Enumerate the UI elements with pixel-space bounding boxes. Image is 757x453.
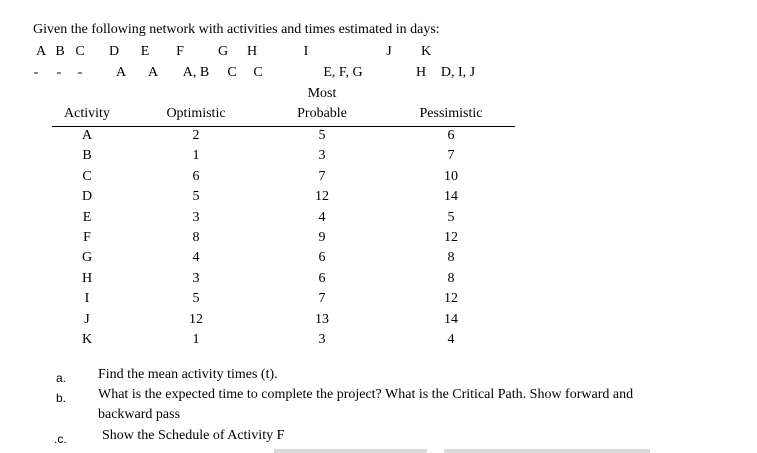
- table-cell-pessimistic: 14: [444, 311, 458, 327]
- table-cell-activity: J: [84, 311, 90, 327]
- table-cell-pessimistic: 5: [447, 209, 455, 225]
- network-activity-label: H: [246, 44, 258, 59]
- table-cell-most: 4: [318, 209, 326, 225]
- table-cell-pessimistic: 8: [447, 250, 455, 266]
- table-cell-optimistic: 1: [192, 332, 200, 347]
- network-predecessor-label: A: [115, 65, 127, 80]
- table-cell-activity: C: [82, 168, 92, 184]
- table-cell-pessimistic: 12: [444, 291, 458, 307]
- table-header-rule: [52, 126, 515, 127]
- table-cell-optimistic: 8: [192, 230, 200, 245]
- network-predecessor-label: H: [415, 65, 427, 80]
- table-cell-most: 9: [318, 230, 326, 245]
- question-b-text: What is the expected time to complete the project? What is the Critical Path. Show forward and: [98, 387, 634, 402]
- table-cell-optimistic: 5: [192, 189, 200, 205]
- table-cell-most: 13: [315, 311, 329, 327]
- table-cell-most: 7: [318, 168, 326, 184]
- table-cell-optimistic: 2: [192, 128, 200, 143]
- question-a-text: Find the mean activity times (t).: [98, 367, 278, 382]
- cut-off-bar-right: [444, 449, 650, 453]
- table-cell-optimistic: 4: [192, 250, 200, 266]
- header-optimistic: Optimistic: [166, 106, 226, 121]
- header-most-line1: Most: [307, 86, 337, 101]
- header-pessimistic: Pessimistic: [419, 106, 483, 121]
- network-predecessor-label: A: [147, 65, 159, 80]
- network-predecessor-label: A, B: [182, 65, 210, 80]
- network-predecessor-label: -: [56, 65, 62, 80]
- table-cell-most: 3: [318, 148, 326, 164]
- table-cell-most: 3: [318, 332, 326, 347]
- table-cell-optimistic: 12: [189, 311, 203, 327]
- table-cell-most: 12: [315, 189, 329, 205]
- network-predecessor-label: -: [77, 65, 83, 80]
- network-activity-label: J: [386, 44, 392, 59]
- table-cell-pessimistic: 10: [444, 168, 458, 184]
- question-a-label: a.: [56, 371, 67, 385]
- table-cell-activity: I: [84, 291, 90, 307]
- table-cell-pessimistic: 4: [447, 332, 455, 347]
- table-cell-pessimistic: 7: [447, 148, 455, 164]
- table-cell-activity: K: [81, 332, 93, 347]
- network-predecessor-label: C: [227, 65, 237, 80]
- network-predecessor-label: D, I, J: [440, 65, 476, 80]
- table-cell-activity: A: [81, 128, 93, 143]
- table-cell-optimistic: 6: [192, 168, 200, 184]
- network-activity-label: B: [55, 44, 65, 59]
- table-cell-optimistic: 5: [192, 291, 200, 307]
- network-activity-label: C: [75, 44, 85, 59]
- table-cell-pessimistic: 6: [447, 128, 455, 143]
- cut-off-bar-left: [274, 449, 427, 453]
- question-c-label: .c.: [54, 432, 67, 446]
- network-activity-label: K: [420, 44, 432, 59]
- table-cell-most: 6: [318, 250, 326, 266]
- table-cell-optimistic: 3: [192, 209, 200, 225]
- table-cell-activity: B: [82, 148, 92, 164]
- table-cell-optimistic: 1: [192, 148, 200, 164]
- header-most-line2: Probable: [297, 106, 347, 121]
- table-cell-activity: E: [82, 209, 92, 225]
- table-cell-pessimistic: 14: [444, 189, 458, 205]
- table-cell-optimistic: 3: [192, 270, 200, 286]
- network-predecessor-label: E, F, G: [323, 65, 363, 80]
- network-activity-label: A: [35, 44, 47, 59]
- table-cell-most: 5: [318, 128, 326, 143]
- network-activity-label: E: [140, 44, 150, 59]
- network-activity-label: I: [303, 44, 309, 59]
- table-cell-activity: H: [81, 270, 93, 286]
- header-activity: Activity: [64, 106, 110, 121]
- table-cell-pessimistic: 12: [444, 230, 458, 245]
- table-cell-activity: F: [83, 230, 91, 245]
- network-activity-label: D: [108, 44, 120, 59]
- question-c-text: Show the Schedule of Activity F: [102, 428, 285, 443]
- table-cell-pessimistic: 8: [447, 270, 455, 286]
- network-predecessor-label: -: [33, 65, 39, 80]
- table-cell-activity: G: [81, 250, 93, 266]
- table-cell-most: 7: [318, 291, 326, 307]
- network-activity-label: G: [217, 44, 229, 59]
- question-b-text-cont: backward pass: [98, 407, 181, 422]
- network-activity-label: F: [176, 44, 184, 59]
- question-b-label: b.: [56, 391, 67, 405]
- network-predecessor-label: C: [253, 65, 263, 80]
- problem-intro: Given the following network with activities and times estimated in days:: [33, 22, 440, 37]
- table-cell-activity: D: [81, 189, 93, 205]
- table-cell-most: 6: [318, 270, 326, 286]
